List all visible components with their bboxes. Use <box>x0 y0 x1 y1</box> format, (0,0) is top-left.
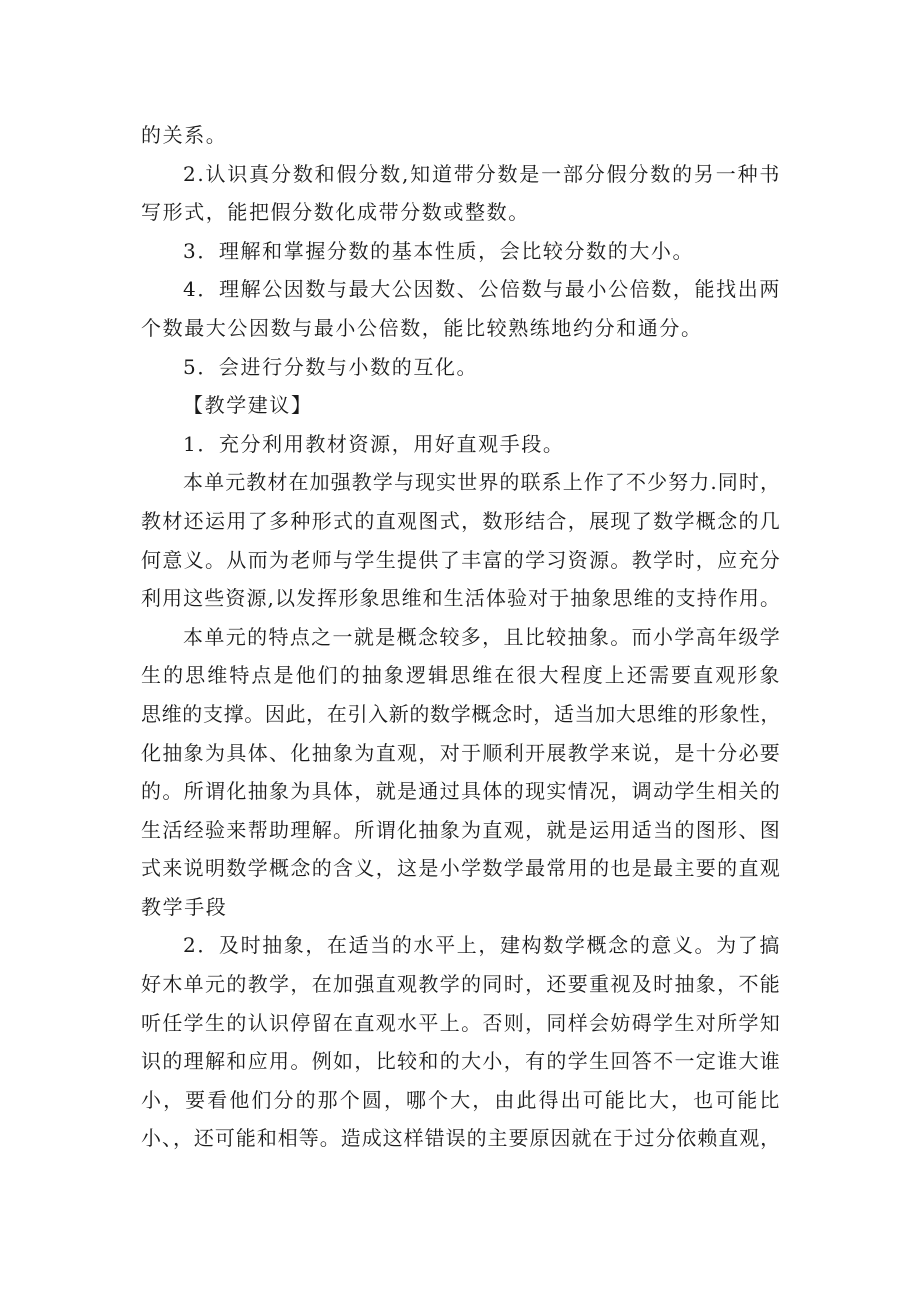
text-line: 式来说明数学概念的含义，这是小学数学最常用的也是最主要的直观 <box>141 856 781 881</box>
text-line: 生活经验来帮助理解。所谓化抽象为直观，就是运用适当的图形、图 <box>141 817 781 842</box>
text-line: 教学手段 <box>141 894 228 919</box>
text-line: 化抽象为具体、化抽象为直观，对于顺利开展教学来说，是十分必要 <box>141 740 781 765</box>
text-line: 小，要看他们分的那个圆，哪个大，由此得出可能比大，也可能比 <box>141 1087 781 1112</box>
text-line: 好木单元的教学，在加强直观教学的同时，还要重视及时抽象，不能 <box>141 972 781 997</box>
text-line: 写形式，能把假分数化成带分数或整数。 <box>141 200 530 225</box>
text-line: 的。所谓化抽象为具体，就是通过具体的现实情况，调动学生相关的 <box>141 779 781 804</box>
text-line: 的关系。 <box>141 123 228 147</box>
text-line: 2.认识真分数和假分数,知道带分数是一部分假分数的另一种书 <box>183 161 781 186</box>
text-line: 教材还运用了多种形式的直观图式，数形结合，展现了数学概念的几 <box>141 508 781 533</box>
text-line: 何意义。从而为老师与学生提供了丰富的学习资源。教学时，应充分 <box>141 547 781 572</box>
text-line: 听任学生的认识停留在直观水平上。否则，同样会妨碍学生对所学知 <box>141 1010 781 1035</box>
text-line: 2．及时抽象，在适当的水平上，建构数学概念的意义。为了搞 <box>183 933 781 958</box>
text-line: 个数最大公因数与最小公倍数，能比较熟练地约分和通分。 <box>141 315 703 340</box>
text-line: 思维的支撑。因此，在引入新的数学概念时，适当加大思维的形象性， <box>141 701 781 726</box>
text-line: 5．会进行分数与小数的互化。 <box>183 354 479 379</box>
document-page <box>141 116 781 1158</box>
section-heading: 【教学建议】 <box>183 393 313 418</box>
text-line: 3．理解和掌握分数的基本性质，会比较分数的大小。 <box>183 238 695 263</box>
text-line: 1．充分利用教材资源，用好直观手段。 <box>183 431 565 456</box>
text-line: 利用这些资源,以发挥形象思维和生活体验对于抽象思维的支持作用。 <box>141 586 781 611</box>
text-line: 本单元教材在加强教学与现实世界的联系上作了不少努力.同时， <box>183 470 781 495</box>
text-line: 识的理解和应用。例如，比较和的大小，有的学生回答不一定谁大谁 <box>141 1049 781 1074</box>
text-line: 4．理解公因数与最大公因数、公倍数与最小公倍数，能找出两 <box>183 277 781 302</box>
text-line: 生的思维特点是他们的抽象逻辑思维在很大程度上还需要直观形象 <box>141 663 781 688</box>
text-line: 小、，还可能和相等。造成这样错误的主要原因就在于过分依赖直观， <box>141 1126 781 1151</box>
text-line: 本单元的特点之一就是概念较多，且比较抽象。而小学高年级学 <box>183 624 781 649</box>
